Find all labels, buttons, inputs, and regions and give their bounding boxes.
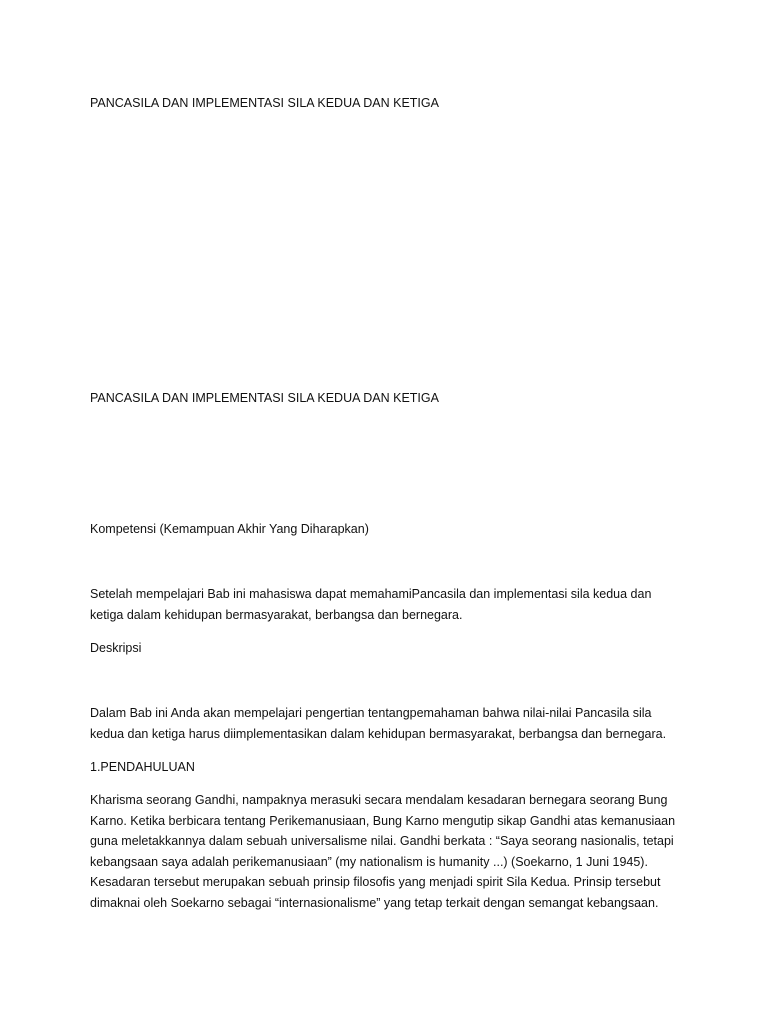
paragraph-line: kebangsaan saya adalah perikemanusiaan” (my nationalism is humanity ...) (Soekarno, 1 Juni 1945). <box>90 854 648 869</box>
dalam-paragraph <box>90 703 666 744</box>
paragraph-line: ketiga dalam kehidupan bermasyarakat, berbangsa dan bernegara. <box>90 607 463 622</box>
pendahuluan-heading: 1.PENDAHULUAN <box>90 760 195 774</box>
paragraph-line: guna meletakkannya dalam sebuah universalisme nilai. Gandhi berkata : “Saya seorang nasionalis, tetapi <box>90 834 674 848</box>
paragraph-line: Kharisma seorang Gandhi, nampaknya merasuki secara mendalam kesadaran bernegara seorang Bung <box>90 793 668 807</box>
document-title-repeat: PANCASILA DAN IMPLEMENTASI SILA KEDUA DAN KETIGA <box>90 391 439 405</box>
paragraph-line: dimaknai oleh Soekarno sebagai “internasionalisme” yang tetap terkait dengan semangat kebangsaan. <box>90 895 659 910</box>
kompetensi-heading: Kompetensi (Kemampuan Akhir Yang Diharapkan) <box>90 522 369 536</box>
paragraph-line: Setelah mempelajari Bab ini mahasiswa dapat memahamiPancasila dan implementasi sila kedua dan <box>90 587 652 601</box>
deskripsi-heading: Deskripsi <box>90 641 142 655</box>
document-title: PANCASILA DAN IMPLEMENTASI SILA KEDUA DAN KETIGA <box>90 96 439 110</box>
setelah-paragraph <box>90 584 651 625</box>
paragraph-line: Kesadaran tersebut merupakan sebuah prinsip filosofis yang menjadi spirit Sila Kedua. Prinsip tersebut <box>90 875 661 889</box>
paragraph-line: kedua dan ketiga harus diimplementasikan dalam kehidupan bermasyarakat, berbangsa dan bernegara. <box>90 726 667 741</box>
paragraph-line: Dalam Bab ini Anda akan mempelajari pengertian tentangpemahaman bahwa nilai-nilai Pancasila sila <box>90 706 652 720</box>
paragraph-line: Karno. Ketika berbicara tentang Perikemanusiaan, Bung Karno mengutip sikap Gandhi atas kemanusiaan <box>90 813 676 828</box>
kharisma-paragraph <box>90 790 675 913</box>
